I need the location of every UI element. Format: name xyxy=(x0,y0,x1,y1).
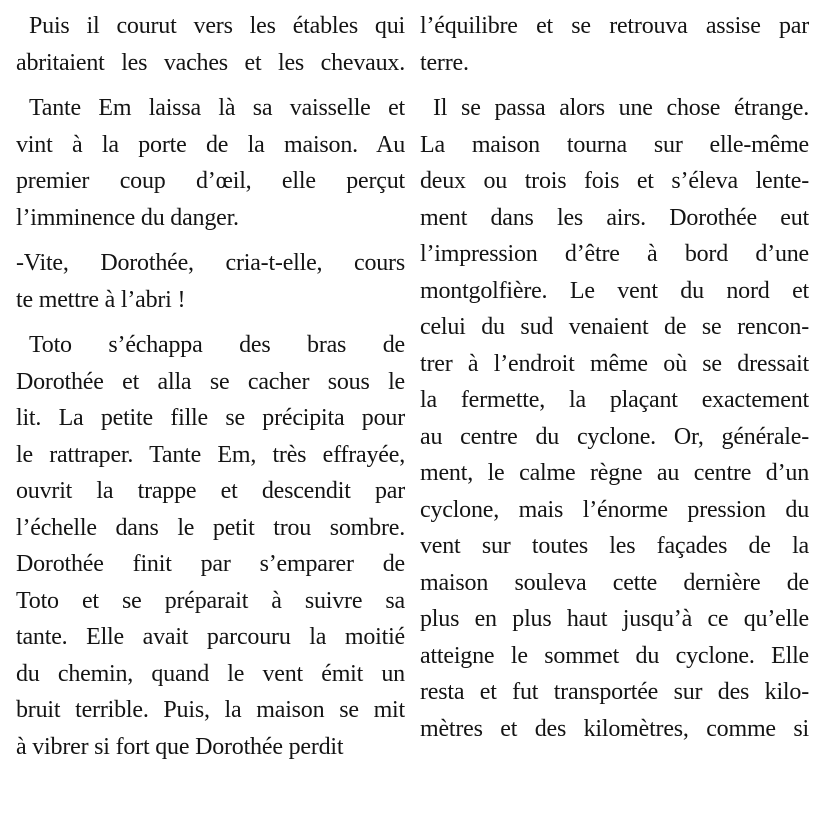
text-line: abritaient les vaches et les chevaux. xyxy=(16,49,405,76)
text-column-left xyxy=(16,8,405,815)
text-line: mètres et des kilomètres, comme si xyxy=(420,715,809,742)
text-line: ment dans les airs. Dorothée eut xyxy=(420,204,809,231)
text-line: ouvrit la trappe et descendit par xyxy=(16,478,405,504)
text-line: maison souleva cette dernière de xyxy=(420,569,809,596)
text-line: premier coup d’œil, elle perçut xyxy=(16,168,405,194)
text-line: vent sur toutes les façades de la xyxy=(420,533,809,559)
text-line: deux ou trois fois et s’éleva lente- xyxy=(420,168,809,194)
text-line: montgolfière. Le vent du nord et xyxy=(420,277,809,304)
text-line: Toto s’échappa des bras de xyxy=(29,332,405,358)
text-line: l’équilibre et se retrouva assise par xyxy=(420,13,809,39)
text-line: Dorothée et alla se cacher sous le xyxy=(16,368,405,395)
paragraph xyxy=(420,8,809,81)
text-line: La maison tourna sur elle-même xyxy=(420,131,809,158)
paragraph xyxy=(420,90,809,747)
text-line: à vibrer si fort que Dorothée perdit xyxy=(16,733,344,760)
text-line: atteigne le sommet du cyclone. Elle xyxy=(420,642,809,669)
text-line: Puis il courut vers les étables qui xyxy=(29,13,405,39)
text-line: terre. xyxy=(420,49,469,76)
text-line: l’imminence du danger. xyxy=(16,204,239,231)
text-line: Dorothée finit par s’emparer de xyxy=(16,551,405,577)
text-line: la fermette, la plaçant exactement xyxy=(420,387,809,413)
text-line: l’impression d’être à bord d’une xyxy=(420,241,809,267)
text-line: le rattraper. Tante Em, très effrayée, xyxy=(16,441,405,468)
text-line: celui du sud venaient de se rencon- xyxy=(420,314,809,340)
text-line: ment, le calme règne au centre d’un xyxy=(420,460,809,486)
text-line: cyclone, mais l’énorme pression du xyxy=(420,496,809,523)
text-line: bruit terrible. Puis, la maison se mit xyxy=(16,697,405,723)
paragraph xyxy=(16,8,405,81)
text-line: Il se passa alors une chose étrange. xyxy=(433,95,809,121)
text-line: Tante Em laissa là sa vaisselle et xyxy=(29,95,405,121)
text-line: trer à l’endroit même où se dressait xyxy=(420,350,809,377)
text-line: te mettre à l’abri ! xyxy=(16,286,186,313)
text-line: -Vite, Dorothée, cria-t-elle, cours xyxy=(16,250,405,276)
text-line: au centre du cyclone. Or, générale- xyxy=(420,423,809,450)
text-line: tante. Elle avait parcouru la moitié xyxy=(16,624,405,650)
text-line: du chemin, quand le vent émit un xyxy=(16,660,405,687)
text-line: Toto et se préparait à suivre sa xyxy=(16,587,405,614)
text-line: l’échelle dans le petit trou sombre. xyxy=(16,514,405,541)
text-line: plus en plus haut jusqu’à ce qu’elle xyxy=(420,606,809,632)
text-line: lit. La petite fille se précipita pour xyxy=(16,405,405,431)
text-line: resta et fut transportée sur des kilo- xyxy=(420,679,809,705)
paragraph xyxy=(16,90,405,236)
paragraph xyxy=(16,245,405,318)
text-line: vint à la porte de la maison. Au xyxy=(16,131,405,158)
text-column-right xyxy=(420,8,809,815)
paragraph xyxy=(16,327,405,765)
